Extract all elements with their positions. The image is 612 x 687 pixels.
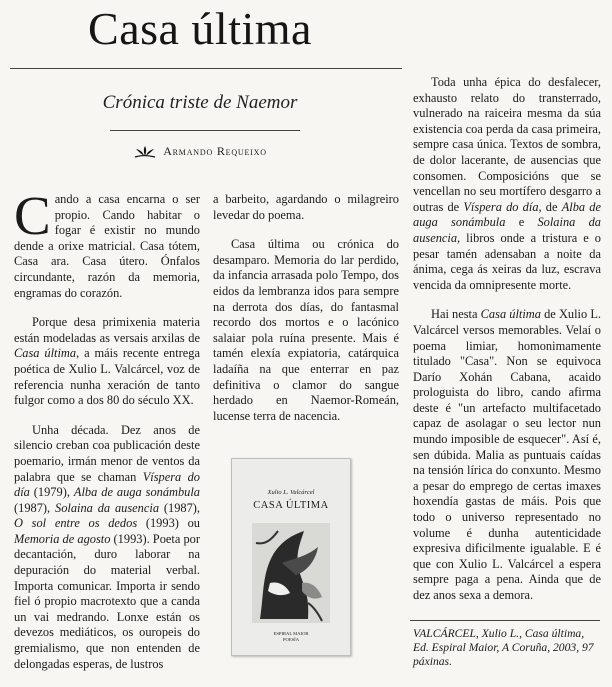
article-title: Casa última bbox=[88, 3, 312, 54]
cover-publisher: ESPIRAL MAIOR POESÍA bbox=[273, 631, 309, 642]
cover-illustration bbox=[252, 523, 330, 623]
cover-author: Xulio L. Valcárcel bbox=[267, 489, 315, 496]
title-rule bbox=[10, 68, 402, 69]
author-byline bbox=[0, 144, 400, 159]
column-2 bbox=[213, 192, 399, 438]
book-cover-image bbox=[231, 458, 351, 656]
subtitle-rule bbox=[110, 130, 300, 131]
bibliography-rule bbox=[410, 620, 600, 621]
paragraph: Unha década. Dez anos de silencio creban coa publicación deste poemario, irmán menor de ventos da palabra que se chaman Víspera do día (1979), Alba de auga sonámbula (1987), Solaina da ausencia (1987), O sol entre os dedos (1993) ou Memoria de agosto (1993). Poeta por decantación, duro laborar na depuración do material verbal. Importa comunicar. Importa ir sendo fiel ó propio macrotexto que a canda un vai medrando. Lonxe están os devezos mediáticos, os ouropeis do gremialismo, que non entenden de delongadas esperas, de lustros bbox=[14, 422, 201, 671]
author-name: Armando Requeixo bbox=[163, 144, 267, 158]
cover-title: CASA ÚLTIMA bbox=[253, 500, 329, 511]
column-3 bbox=[413, 75, 601, 618]
bibliography-note: VALCÁRCEL, Xulio L., Casa última, Ed. Espiral Maior, A Coruña, 2003, 97 páxinas. bbox=[413, 627, 594, 669]
paragraph: Hai nesta Casa última de Xulio L. Valcárcel versos memorables. Velaí o poema limiar, homonimamente titulado "Casa". Non se equivoca Darío Xohán Cabana, acaido prologuista do libro, cando afirma deste é "un artefacto multifacetado capaz de asolagar o seu lector nun mundo imposible de esquecer". Así é, sen dúbida. Malia as puntuais caídas na tensión lírica do conxunto. Mesmo a pesar do emprego de certas imaxes hoxendía gastas de máis. Pois que todo o universo representado no volume é dunha autenticidade expresiva dificilmente igualable. E é que con Xulio L. Valcárcel a espera sempre paga a pena. Ainda que de dez anos sexa a demora. bbox=[413, 307, 601, 602]
article-subtitle: Crónica triste de Naemor bbox=[102, 92, 298, 113]
paragraph: Casa última ou crónica do desamparo. Memoria do lar perdido, da infancia arrasada polo Tempo, dos eidos da lembranza idos para sempre na derrota dos días, do fantasmal recordo dos mortos e o lacónico salaiar pola ruína presente. Mais é tamén elexía expiatoria, catárquica ladaíña na que enterrar en paz definitiva o clamor do sangue herdado en Naemor-Romeán, lucense terra de nacencia. bbox=[213, 237, 399, 423]
column-1 bbox=[14, 185, 201, 686]
drop-cap: C bbox=[14, 185, 51, 246]
leaf-ornament-icon bbox=[133, 145, 157, 159]
paragraph: Cando a casa encarna o ser propio. Cando habitar o fogar é existir no mundo dende a orixe matricial. Casa tótem, Casa ara. Casa útero. Ónfalos circundante, razón da memoria, engramas do corazón. bbox=[14, 185, 200, 300]
paragraph: a barbeito, agardando o milagreiro levedar do poema. bbox=[213, 192, 399, 222]
paragraph: Porque desa primixenia materia están modeladas as versais arxilas de Casa última, a máis recente entrega poética de Xulio L. Valcárcel, voz de referencia nunha xeración de tanto fulgor como a dos 80 do século XX. bbox=[14, 315, 200, 408]
paragraph: Toda unha épica do desfalecer, exhausto relato do transterrado, vulnerado na raiceira mesma da súa existencia coa perda da casa primeira, sempre casa única. Textos de sombra, de dolor lacerante, de ausencias que consomen. Composicións que se vencellan no seu mortífero desgarro a outras de Víspera do día, de Alba de auga sonámbula e Solaina da ausencia, libros onde a tristura e o pesar tamén adensaban a noite da ánima, cega ás xeiras da luz, escrava vencida da omnipresente morte. bbox=[413, 75, 601, 292]
